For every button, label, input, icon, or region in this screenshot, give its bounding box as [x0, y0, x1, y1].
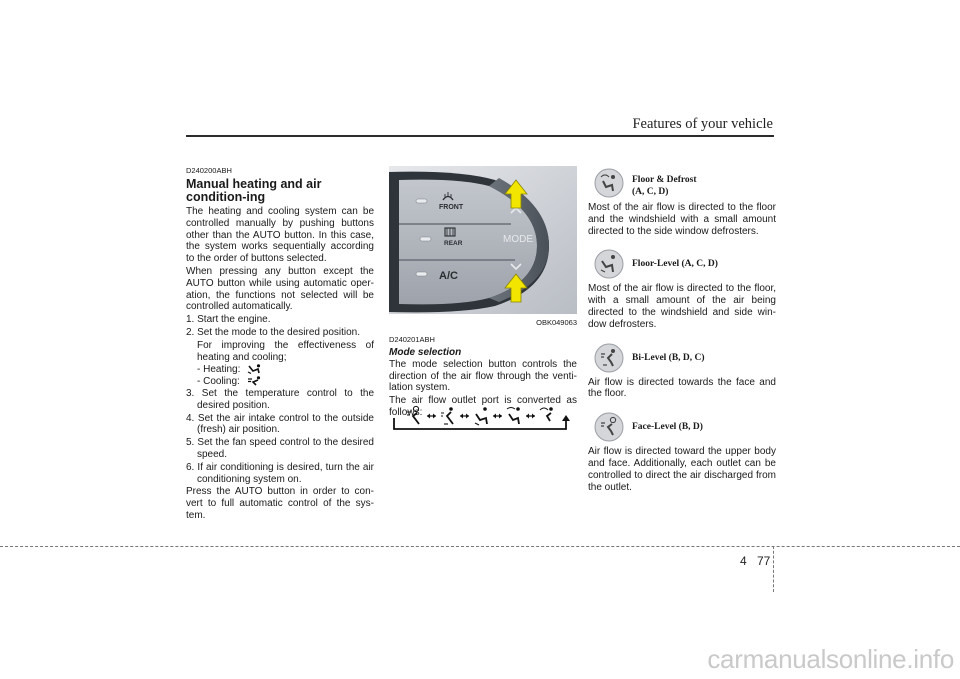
section-code: D240200ABH: [186, 166, 232, 175]
cooling-item: [186, 376, 374, 388]
bi-level-icon: [594, 343, 624, 373]
mode-description: Most of the air flow is directed to the floor and the windshield with a small amount directed to the side window defrosters.: [588, 202, 776, 237]
mode-floor-level: [588, 249, 776, 279]
mode-description: Most of the air flow is directed to the floor, with a small amount of the air being directed to the windshield and side win-dow defrosters.: [588, 283, 776, 330]
mode-title: [632, 343, 705, 364]
cooling-mode-icon: [247, 376, 261, 386]
heating-mode-icon: [247, 364, 261, 374]
arrow-4: [526, 414, 535, 419]
column-manual-control: [186, 166, 374, 523]
step-4: 4. Set the air intake control to the outside (fresh) air position.: [186, 412, 374, 436]
face-level-icon: [594, 412, 624, 442]
mode-title: [632, 249, 718, 270]
intro-paragraph-2: When pressing any button except the AUTO button while using automatic oper-ation, the functions not selected will be controlled automatically.: [186, 265, 374, 313]
step-2-detail: For improving the effectiveness of heating and cooling;: [197, 339, 374, 363]
control-panel-photo: [389, 166, 577, 314]
column-mode-selection: [389, 166, 577, 420]
bi-level-icon: [441, 407, 453, 424]
step-3: 3. Set the temperature control to the desired position.: [186, 387, 374, 411]
mode-bi-level: [588, 343, 776, 373]
cooling-label: - Cooling:: [197, 376, 240, 388]
mode-sequence-diagram: [392, 404, 570, 432]
step-6: 6. If air conditioning is desired, turn the air conditioning system on.: [186, 461, 374, 485]
arrow-2: [460, 414, 469, 419]
step-2: 2. Set the mode to the desired position.: [186, 326, 360, 338]
intro-paragraph: The heating and cooling system can be controlled manually by pushing buttons other than the AUTO button. In this case, the system works sequentially according to the order of buttons selected.: [186, 206, 374, 265]
mode-face-level: [588, 412, 776, 442]
floor-level-icon: [594, 249, 624, 279]
step-1: 1. Start the engine.: [186, 314, 271, 326]
mode-paragraph-2: The air flow outlet port is converted as follows:: [389, 395, 577, 418]
mode-button-label: MODE: [503, 234, 533, 245]
floor-defrost-icon: [507, 407, 520, 424]
section-code-2: D240201ABH: [389, 334, 435, 344]
rear-defrost-label: REAR: [444, 240, 463, 247]
section-heading: Manual heating and air condition-ing: [186, 177, 322, 204]
mode-floor-defrost: [588, 168, 776, 198]
ac-button-label: A/C: [439, 270, 458, 282]
watermark: carmanualsonline.info: [707, 644, 954, 674]
defrost-icon: [540, 407, 553, 421]
step-5: 5. Set the fan speed control to the desired speed.: [186, 437, 374, 460]
footer-divider: [773, 546, 774, 592]
mode-title: [632, 412, 703, 433]
section-subheading: Mode selection: [389, 346, 462, 358]
arrow-1: [427, 414, 436, 419]
floor-level-icon: [475, 407, 487, 425]
heating-item: [186, 364, 374, 376]
column-mode-descriptions: [588, 168, 776, 494]
mode-title: [632, 168, 697, 198]
arrow-3: [493, 414, 502, 419]
mode-title-line: Face-Level (B, D): [632, 422, 703, 433]
heating-label: - Heating:: [197, 364, 241, 376]
floor-defrost-icon: [594, 168, 624, 198]
page-number: 77: [757, 554, 771, 568]
photo-caption: OBK049063: [536, 318, 577, 327]
mode-title-line: (A, C, D): [632, 187, 669, 197]
mode-paragraph-1: The mode selection button controls the direction of the air flow through the venti-lation system.: [389, 358, 577, 394]
mode-title-line: Floor & Defrost: [632, 175, 697, 185]
header-rule: [186, 135, 774, 137]
mode-description: Air flow is directed toward the upper body and face. Additionally, each outlet can be controlled to direct the air discharged from the outlet.: [588, 446, 776, 493]
chapter-number: 4: [740, 554, 747, 568]
running-header: Features of your vehicle: [632, 116, 773, 132]
footer-rule: [0, 546, 960, 547]
mode-title-line: Floor-Level (A, C, D): [632, 259, 718, 270]
face-level-icon: [407, 406, 419, 424]
front-defrost-label: FRONT: [439, 204, 464, 211]
closing-paragraph: Press the AUTO button in order to con-vert to full automatic control of the sys-tem.: [186, 486, 374, 521]
mode-description: Air flow is directed towards the face and the floor.: [588, 376, 776, 400]
mode-title-line: Bi-Level (B, D, C): [632, 352, 705, 363]
control-panel-illustration: [389, 166, 577, 314]
